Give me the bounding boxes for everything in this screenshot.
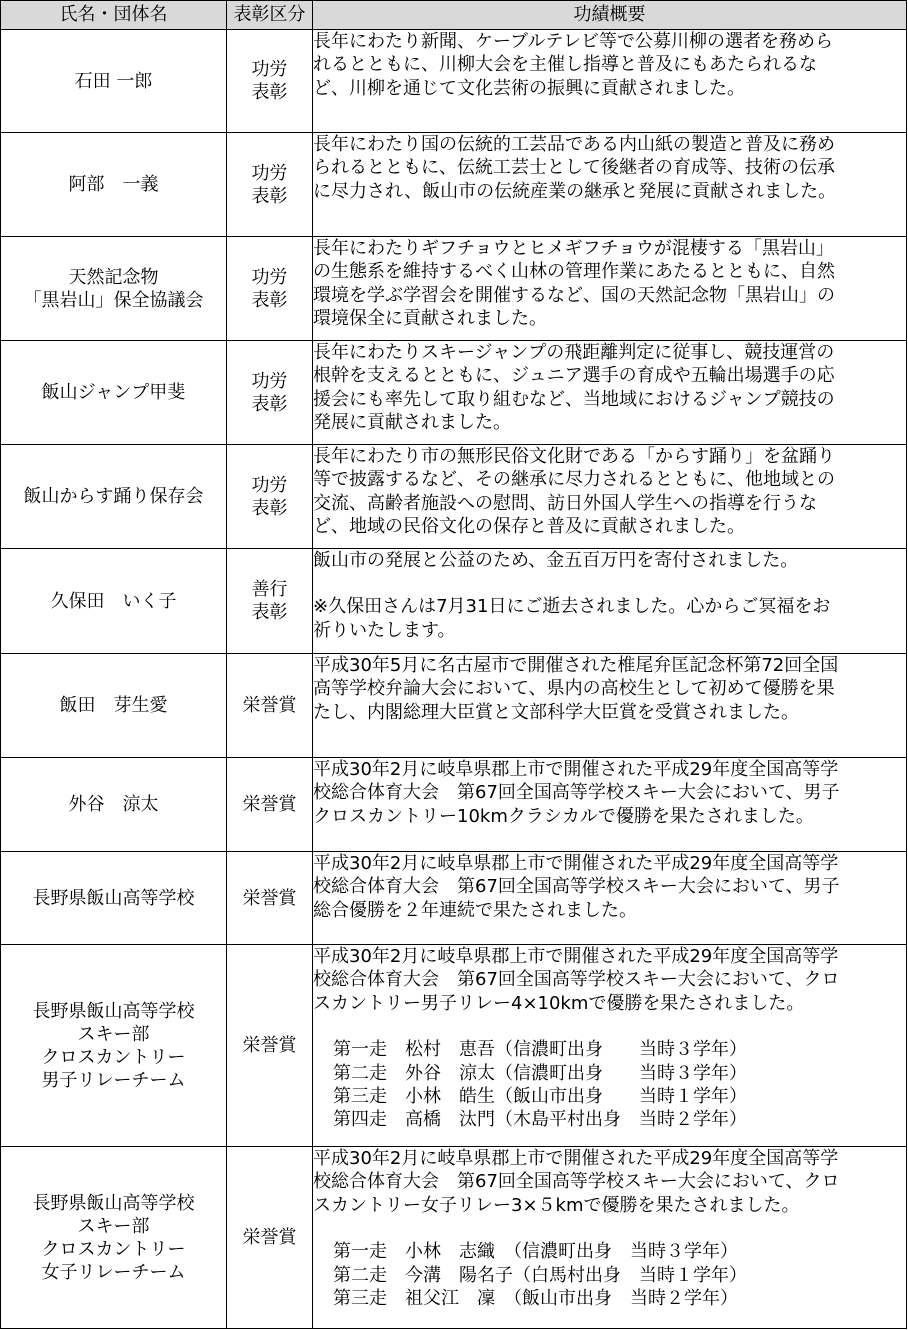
summary-line: 環境を学ぶ学習会を開催するなど、国の天然記念物「黒岩山」の [313,284,835,306]
recipient-name-line: 天然記念物 [68,266,159,288]
summary-line: 援会にも率先して取り組むなど、当地域におけるジャンプ競技の [313,388,835,410]
team-member-line: 第三走 祖父江 凜 （飯山市出身 当時２学年） [333,1288,738,1310]
header-category: 表彰区分 [227,1,313,30]
award-category-line: 表彰 [251,497,288,519]
team-member-line: 第二走 今溝 陽名子（白馬村出身 当時１学年） [333,1264,747,1286]
award-row [1,237,907,341]
team-member-line: 第一走 松村 恵吾（信濃町出身 当時３学年） [333,1039,747,1061]
award-row [1,30,907,133]
achievement-summary [313,758,907,852]
summary-line: られるとともに、伝統工芸士として後継者の育成等、技術の伝承 [313,157,835,179]
summary-line: スカントリー女子リレー3×５kmで優勝を果たされました。 [313,1194,800,1216]
summary-line: ど、川柳を通じて文化芸術の振興に貢献されました。 [313,77,745,99]
summary-line: 平成30年5月に名古屋市で開催された椎尾弁匡記念杯第72回全国 [313,655,839,676]
recipient-name-line: 外谷 涼太 [68,794,159,815]
achievement-summary [313,133,907,237]
award-category-line: 功労 [251,474,288,496]
summary-line: 平成30年2月に岐阜県郡上市で開催された平成29年度全国高等学 [313,853,839,874]
summary-line: ど、地域の民俗文化の保存と普及に貢献されました。 [313,516,745,538]
recipient-name [1,133,227,237]
summary-line: 校総合体育大会 第67回全国高等学校スキー大会において、クロ [313,969,840,991]
summary-gap [313,1015,906,1038]
achievement-summary [313,1147,907,1329]
recipient-name-line: 石田 一郎 [74,70,153,92]
recipient-name-line: 久保田 いく子 [50,590,177,612]
recipient-name [1,30,227,133]
award-category-line: 功労 [251,266,288,288]
summary-line: 総合優勝を２年連続で果たされました。 [313,899,637,921]
award-category-line: 功労 [251,59,288,80]
summary-line: 長年にわたりスキージャンプの飛距離判定に従事し、競技運営の [313,342,835,363]
recipient-name-line: 飯山からす踊り保存会 [23,486,204,507]
award-category [227,237,313,341]
summary-line: 祈りいたします。 [313,619,456,641]
summary-line: 校総合体育大会 第67回全国高等学校スキー大会において、男子 [313,782,840,804]
award-category [227,654,313,758]
award-category-line: 栄誉賞 [242,1227,297,1248]
recipient-name-line: 阿部 一義 [68,174,159,195]
recipient-name-line: スキー部 [77,1023,150,1045]
summary-line: スカントリー男子リレー4×10kmで優勝を果たされました。 [313,992,805,1014]
award-row [1,758,907,852]
summary-line: 校総合体育大会 第67回全国高等学校スキー大会において、クロ [313,1171,840,1193]
summary-line: 校総合体育大会 第67回全国高等学校スキー大会において、男子 [313,876,840,898]
summary-line: ※久保田さんは7月31日にご逝去されました。心からご冥福をお [313,596,831,618]
recipient-name-line: 長野県飯山高等学校 [32,887,195,909]
award-category-line: 功労 [251,162,288,184]
header-summary: 功績概要 [313,1,907,30]
award-category [227,945,313,1147]
award-category-line: 表彰 [251,82,288,103]
recipient-name-line: 長野県飯山高等学校 [32,1192,195,1214]
summary-line: の生態系を維持するべく山林の管理作業にあたるとともに、自然 [313,261,835,283]
summary-line: 環境保全に貢献されました。 [313,308,547,330]
achievement-summary [313,852,907,945]
summary-line: れるとともに、川柳大会を主催し指導と普及にもあたられるな [313,54,817,76]
summary-line: 長年にわたりギフチョウとヒメギフチョウが混棲する「黒岩山」 [313,238,834,259]
award-category [227,758,313,852]
recipient-name [1,758,227,852]
summary-line: 長年にわたり新聞、ケーブルテレビ等で公募川柳の選者を務めら [313,31,834,52]
achievement-summary [313,341,907,445]
summary-line: 等で披露するなど、その継承に尽力されるとともに、他地域との [313,469,835,491]
award-row [1,445,907,549]
award-row [1,654,907,758]
summary-line: たし、内閣総理大臣賞と文部科学大臣賞を受賞されました。 [313,701,799,723]
recipient-name [1,654,227,758]
awards-body [1,30,907,1329]
recipient-name [1,1147,227,1329]
recipient-name-line: 女子リレーチーム [41,1261,186,1283]
team-member-line: 第三走 小林 皓生（飯山市出身 当時１学年） [333,1086,747,1108]
award-category-line: 表彰 [251,289,288,311]
recipient-name-line: クロスカントリー [41,1046,186,1068]
award-row [1,1147,907,1329]
header-name: 氏名・団体名 [1,1,227,30]
summary-line: 交流、高齢者施設への慰問、訪日外国人学生への指導を行うな [313,492,817,514]
award-row [1,945,907,1147]
team-member-line: 第一走 小林 志織 （信濃町出身 当時３学年） [333,1241,738,1263]
recipient-name-line: クロスカントリー [41,1238,186,1260]
award-category [227,445,313,549]
award-category [227,1147,313,1329]
award-row [1,549,907,654]
award-category [227,30,313,133]
achievement-summary [313,237,907,341]
summary-line: 飯山市の発展と公益のため、金五百万円を寄付されました。 [313,550,799,571]
summary-line: に尽力され、飯山市の伝統産業の継承と発展に貢献されました。 [313,180,837,202]
award-category-line: 表彰 [251,185,288,207]
recipient-name [1,852,227,945]
award-category-line: 栄誉賞 [242,887,297,909]
recipient-name [1,237,227,341]
summary-line: 平成30年2月に岐阜県郡上市で開催された平成29年度全国高等学 [313,1148,839,1169]
summary-line: 発展に貢献されました。 [313,412,511,434]
summary-line: 長年にわたり市の無形民俗文化財である「からす踊り」を盆踊り [313,446,835,467]
team-members [313,1240,906,1310]
summary-line: 平成30年2月に岐阜県郡上市で開催された平成29年度全国高等学 [313,946,839,967]
award-category [227,852,313,945]
summary-line: クロスカントリー10kmクラシカルで優勝を果たされました。 [313,805,814,827]
summary-gap [313,1217,906,1240]
achievement-summary [313,945,907,1147]
recipient-name-line: 長野県飯山高等学校 [32,1000,195,1022]
team-member-line: 第二走 外谷 涼太（信濃町出身 当時３学年） [333,1062,747,1084]
recipient-name [1,341,227,445]
summary-line: 根幹を支えるとともに、ジュニア選手の育成や五輪出場選手の応 [313,365,835,387]
award-category [227,549,313,654]
award-category-line: 善行 [251,579,288,600]
award-category-line: 栄誉賞 [242,794,297,815]
achievement-summary [313,30,907,133]
award-category-line: 栄誉賞 [242,695,297,716]
recipient-name-line: 飯山ジャンプ甲斐 [41,382,186,403]
recipient-name [1,445,227,549]
team-member-line: 第四走 高橋 汰門（木島平村出身 当時２学年） [333,1109,747,1131]
header-row [1,1,907,30]
achievement-summary [313,654,907,758]
award-category-line: 栄誉賞 [242,1035,297,1056]
achievement-summary [313,445,907,549]
team-members [313,1038,906,1132]
summary-line: 長年にわたり国の伝統的工芸品である内山紙の製造と普及に務め [313,134,835,155]
summary-line: 平成30年2月に岐阜県郡上市で開催された平成29年度全国高等学 [313,759,839,780]
achievement-summary [313,549,907,654]
recipient-name [1,549,227,654]
award-category [227,133,313,237]
recipient-name-line: 飯田 芽生愛 [59,695,168,716]
award-row [1,341,907,445]
award-row [1,133,907,237]
recipient-name-line: 「黒岩山」保全協議会 [23,289,204,311]
award-category-line: 表彰 [251,393,288,415]
recipient-name [1,945,227,1147]
award-category [227,341,313,445]
summary-gap [313,572,906,595]
recipient-name-line: スキー部 [77,1215,150,1237]
recipient-name-line: 男子リレーチーム [41,1069,186,1091]
award-category-line: 表彰 [251,602,288,623]
summary-line: 高等学校弁論大会において、県内の高校生として初めて優勝を果 [313,678,835,700]
award-row [1,852,907,945]
award-category-line: 功労 [251,370,288,392]
